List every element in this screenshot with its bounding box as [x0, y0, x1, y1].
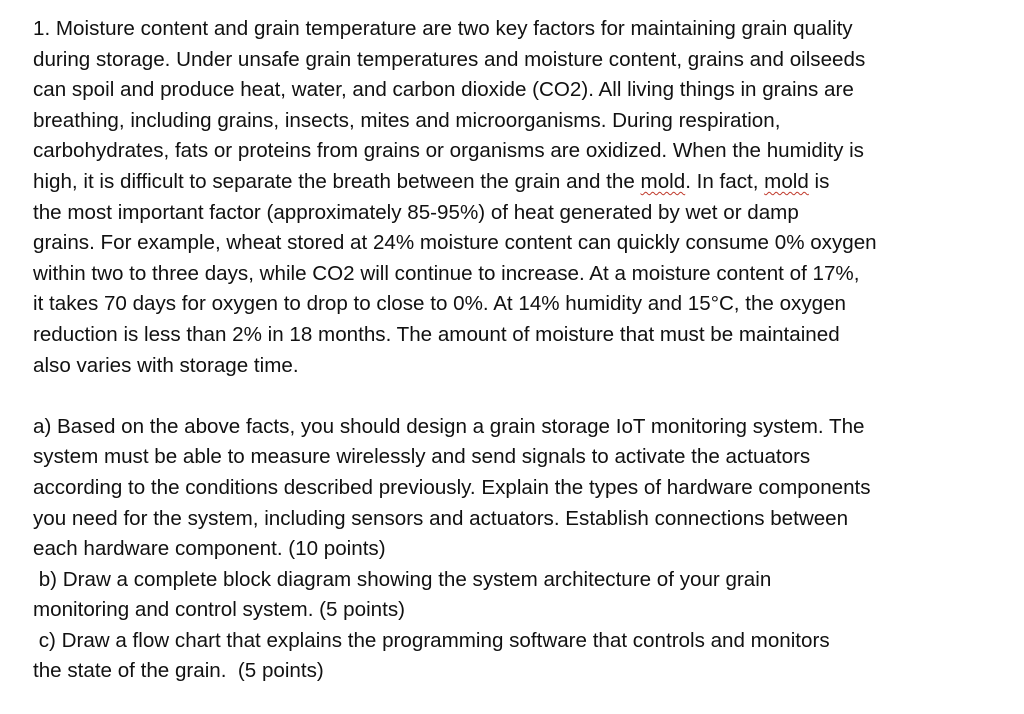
text-line: it takes 70 days for oxygen to drop to close to 0%. At 14% humidity and 15°C, the oxygen	[33, 292, 847, 316]
text-line: you need for the system, including sensors and actuators. Establish connections between	[33, 506, 849, 530]
question-document	[33, 14, 993, 687]
text-segment: is	[808, 169, 830, 193]
text-line: according to the conditions described previously. Explain the types of hardware components	[33, 475, 871, 499]
text-line: 1. Moisture content and grain temperature are two key factors for maintaining grain quality	[33, 17, 853, 40]
spellcheck-word[interactable]: mold	[764, 169, 809, 193]
paragraph-spacer	[33, 381, 993, 412]
text-line: during storage. Under unsafe grain temperatures and moisture content, grains and oilseeds	[33, 47, 866, 71]
intro-paragraph	[33, 14, 993, 381]
text-line	[33, 167, 993, 198]
text-line: can spoil and produce heat, water, and carbon dioxide (CO2). All living things in grains are	[33, 78, 854, 102]
text-line: also varies with storage time.	[33, 353, 299, 377]
text-line: each hardware component. (10 points)	[33, 537, 386, 561]
text-line: c) Draw a flow chart that explains the programming software that controls and monitors	[33, 628, 830, 652]
text-line: the state of the grain. (5 points)	[33, 659, 324, 683]
part-c	[33, 626, 993, 687]
text-segment: . In fact,	[685, 169, 765, 193]
part-a	[33, 412, 993, 565]
text-line: monitoring and control system. (5 points)	[33, 598, 405, 622]
text-line: b) Draw a complete block diagram showing the system architecture of your grain	[33, 567, 772, 591]
text-line: reduction is less than 2% in 18 months. The amount of moisture that must be maintained	[33, 322, 840, 346]
text-line: carbohydrates, fats or proteins from grains or organisms are oxidized. When the humidity is	[33, 139, 864, 163]
text-line: the most important factor (approximately 85-95%) of heat generated by wet or damp	[33, 200, 799, 224]
text-line: grains. For example, wheat stored at 24% moisture content can quickly consume 0% oxygen	[33, 231, 877, 255]
text-line: within two to three days, while CO2 will continue to increase. At a moisture content of 17%,	[33, 261, 860, 285]
part-b	[33, 565, 993, 626]
spellcheck-word[interactable]: mold	[640, 169, 686, 193]
text-line: system must be able to measure wirelessly and send signals to activate the actuators	[33, 445, 811, 469]
text-segment: high, it is difficult to separate the breath between the grain and the	[33, 169, 641, 193]
text-line: breathing, including grains, insects, mites and microorganisms. During respiration,	[33, 108, 781, 132]
text-line: a) Based on the above facts, you should design a grain storage IoT monitoring system. The	[33, 414, 865, 438]
